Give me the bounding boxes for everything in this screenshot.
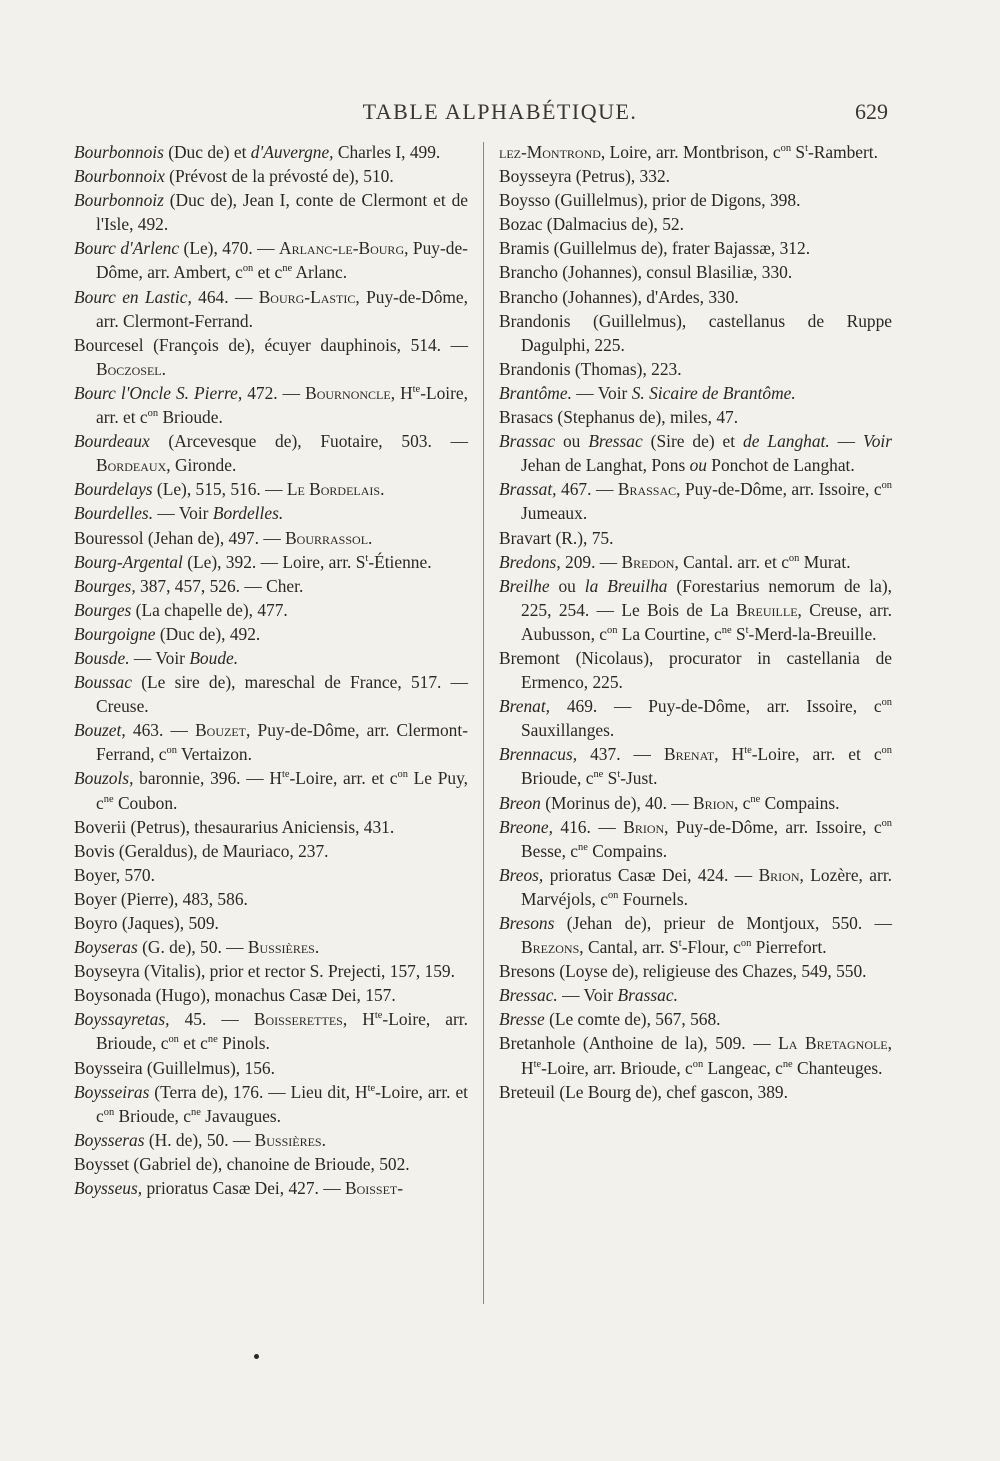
index-term: Bredons,: [499, 551, 561, 572]
entry-text: Boyro (Jaques), 509.: [74, 913, 219, 933]
entry-text: (Forestarius nemorum de la), 225, 254. — Le Bois de La: [521, 575, 892, 620]
index-entry: [499, 1031, 892, 1079]
entry-text: Bramis (Guillelmus de), frater Bajassæ, 312.: [499, 238, 811, 259]
index-entry: [74, 1056, 468, 1080]
index-term: Bouzols,: [74, 768, 134, 789]
index-entry: [74, 1152, 468, 1176]
entry-text: 209. —: [560, 551, 622, 572]
index-entry: [74, 501, 468, 525]
entry-text: -Loire, arr. Brioude, c: [541, 1057, 693, 1078]
entry-text: et c: [178, 1033, 208, 1054]
running-title: TABLE ALPHABÉTIQUE.: [362, 99, 638, 124]
index-term: Breon: [499, 792, 541, 813]
entry-text: Compains.: [760, 792, 840, 813]
index-entry: [74, 550, 468, 574]
superscript: on: [242, 263, 254, 275]
place-name: Brezons,: [521, 937, 584, 958]
entry-text: Boysseira (Guillelmus), 156.: [74, 1057, 275, 1078]
superscript: on: [607, 890, 619, 902]
index-entry: [74, 429, 468, 477]
column-divider: [483, 142, 484, 1304]
entry-text: — Voir: [571, 382, 632, 403]
entry-text: (Duc de), Jean I, conte de Clermont et de l'Isle, 492.: [96, 190, 468, 235]
superscript: ne: [103, 793, 114, 805]
index-term: Boyseras: [74, 937, 138, 958]
entry-text: 467. —: [556, 479, 618, 500]
superscript: on: [692, 1058, 704, 1070]
index-entry: [499, 550, 892, 574]
entry-text: (La chapelle de), 477.: [131, 599, 288, 620]
entry-text: Besse, c: [521, 840, 578, 861]
index-entry: [499, 357, 892, 381]
index-entry: [499, 1080, 892, 1104]
entry-text: Pinols.: [217, 1033, 270, 1054]
index-term: Brantôme.: [499, 382, 572, 403]
place-name: La Bretagnole,: [778, 1033, 892, 1054]
index-entry: [499, 911, 892, 959]
index-entry: [499, 815, 892, 863]
entry-text: et c: [253, 262, 283, 283]
entry-text: Puy-de-Dôme, arr. Ambert, c: [96, 238, 468, 283]
entry-text: Brioude, c: [114, 1105, 191, 1126]
entry-text: (Terra de), 176. — Lieu dit, H: [149, 1081, 368, 1102]
entry-text: Boyer (Pierre), 483, 586.: [74, 888, 248, 909]
entry-text: 469. — Puy-de-Dôme, arr. Issoire, c: [550, 696, 882, 717]
index-term: Brassat,: [499, 479, 557, 500]
entry-text: Charles I, 499.: [333, 142, 441, 162]
entry-text: 464. —: [191, 286, 259, 307]
place-name: Bussières.: [247, 937, 320, 958]
index-term: Boyssayretas,: [74, 1009, 170, 1030]
entry-text: ou: [555, 431, 589, 452]
entry-text: Bresons (Loyse de), religieuse des Chazes, 549, 550.: [499, 961, 867, 982]
index-entry: [499, 260, 892, 284]
superscript: t: [365, 552, 369, 564]
superscript: on: [881, 480, 892, 492]
index-term: Breilhe: [499, 575, 550, 596]
entry-text: Bourcesel (François de), écuyer dauphinois, 514. —: [74, 334, 468, 355]
index-entry: [74, 718, 468, 766]
index-term: Bourg-Argental: [74, 551, 183, 572]
index-entry: [499, 742, 892, 790]
entry-text: Brancho (Johannes), d'Ardes, 330.: [499, 286, 739, 307]
index-term: Boussac: [74, 672, 132, 693]
superscript: on: [881, 745, 892, 757]
entry-text: Langeac, c: [703, 1057, 783, 1078]
entry-text: Breteuil (Le Bourg de), chef gascon, 389.: [499, 1081, 788, 1102]
superscript: on: [607, 625, 618, 637]
entry-text: Vertaizon.: [176, 744, 252, 765]
superscript: t: [745, 625, 749, 637]
entry-text: (Le sire de), mareschal de France, 517. — Creuse.: [96, 672, 468, 717]
index-entry: [74, 285, 468, 333]
entry-text: (H. de), 50. —: [144, 1129, 255, 1150]
entry-text: (Le comte de), 567, 568.: [544, 1009, 721, 1030]
index-entry: [499, 188, 892, 212]
entry-text: -Étienne.: [368, 551, 432, 572]
index-entry: [74, 887, 468, 911]
index-entry: [74, 646, 468, 670]
index-entry: [74, 333, 468, 381]
index-term: Bouzet,: [74, 720, 126, 741]
entry-text: -Loire, arr. et c: [96, 1081, 468, 1126]
entry-text: Brandonis (Guillelmus), castellanus de Ruppe Dagulphi, 225.: [499, 310, 892, 355]
index-term: ou: [689, 455, 707, 476]
entry-text: Brasacs (Stephanus de), miles, 47.: [499, 407, 739, 428]
superscript: ne: [578, 841, 588, 853]
index-entry: [74, 959, 468, 983]
index-term: Bressac: [588, 431, 643, 452]
index-entry: [74, 477, 468, 501]
superscript: te: [281, 769, 290, 781]
index-entry: [499, 140, 892, 164]
place-name: Le Bordelais.: [286, 479, 385, 500]
entry-text: Bozac (Dalmacius de), 52.: [499, 214, 684, 235]
index-term: Bordelles.: [212, 503, 284, 524]
index-entry: [74, 1128, 468, 1152]
place-name: Bourg-Lastic,: [258, 286, 360, 307]
index-entry: [74, 839, 468, 863]
entry-text: Coubon.: [113, 792, 178, 813]
index-term: Brassac.: [617, 985, 678, 1006]
index-entry: [74, 188, 468, 236]
index-entry: [499, 405, 892, 429]
index-column-right: [499, 140, 892, 1104]
place-name: Brion,: [693, 792, 739, 813]
entry-text: (Morinus de), 40. —: [540, 792, 694, 813]
index-term: Bourc d'Arlenc: [74, 238, 180, 259]
index-term: Bressac.: [499, 985, 558, 1006]
place-name: lez-Montrond,: [499, 142, 606, 162]
entry-text: Boysonada (Hugo), monachus Casæ Dei, 157.: [74, 985, 396, 1006]
index-term: S. Sicaire de Brantôme.: [631, 382, 796, 403]
index-term: la Breuilha: [584, 575, 668, 596]
superscript: on: [788, 552, 800, 564]
index-entry: [74, 1176, 468, 1200]
entry-text: Puy-de-Dôme, arr. Issoire, c: [680, 479, 882, 500]
entry-text: Brandonis (Thomas), 223.: [499, 358, 682, 379]
superscript: on: [881, 697, 892, 709]
entry-text: Le Puy, c: [96, 768, 468, 813]
index-entry: [74, 622, 468, 646]
index-entry: [74, 766, 468, 814]
entry-text: 387, 457, 526. — Cher.: [135, 575, 304, 596]
index-entry: [499, 236, 892, 260]
superscript: on: [147, 408, 159, 420]
entry-text: — Voir: [129, 647, 190, 668]
index-entry: [74, 911, 468, 935]
entry-text: (Duc de), 492.: [155, 623, 261, 644]
entry-text: Cantal. arr. et c: [678, 551, 789, 572]
entry-text: Bremont (Nicolaus), procurator in castellania de Ermenco, 225.: [499, 647, 892, 693]
index-term: Bourgoigne: [74, 623, 156, 644]
entry-text: H: [521, 1057, 534, 1078]
index-term: Brassac: [499, 431, 556, 452]
index-entry: [74, 236, 468, 284]
index-term: Bourc l'Oncle S. Pierre,: [74, 382, 243, 403]
index-entry: [499, 212, 892, 236]
index-term: Bourbonnois: [74, 142, 164, 162]
index-term: Bousde.: [74, 647, 130, 668]
place-name: Brassac,: [617, 479, 681, 500]
index-entry: [74, 670, 468, 718]
entry-text: 463. —: [125, 720, 196, 741]
entry-text: (Le), 392. — Loire, arr. S: [182, 551, 366, 572]
index-term: d'Auvergne,: [250, 142, 334, 162]
entry-text: baronnie, 396. — H: [133, 768, 282, 789]
index-term: Boysseras: [74, 1129, 145, 1150]
entry-text: (Jehan de), prieur de Montjoux, 550. —: [554, 913, 892, 933]
index-entry: [499, 983, 892, 1007]
superscript: on: [103, 1106, 115, 1118]
superscript: te: [744, 745, 752, 757]
superscript: ne: [282, 263, 293, 275]
index-entry: [74, 935, 468, 959]
entry-text: S: [603, 768, 618, 789]
entry-text: Bretanhole (Anthoine de la), 509. —: [499, 1033, 779, 1054]
entry-text: (G. de), 50. —: [137, 937, 248, 958]
entry-text: Bovis (Geraldus), de Mauriaco, 237.: [74, 840, 329, 861]
entry-text: H: [718, 744, 745, 765]
entry-text: Jehan de Langhat, Pons: [521, 455, 690, 476]
index-term: Bourdelays: [74, 479, 153, 500]
place-name: Bourrassol.: [285, 527, 373, 548]
entry-text: Arlanc.: [292, 262, 348, 283]
index-term: Bourbonnoiz: [74, 190, 164, 211]
place-name: Boisset-: [344, 1178, 404, 1199]
entry-text: 437. —: [577, 744, 664, 765]
superscript: on: [166, 745, 177, 757]
entry-text: Chanteuges.: [792, 1057, 883, 1078]
entry-text: H: [347, 1009, 375, 1030]
place-name: Brenat,: [663, 744, 719, 765]
entry-text: -Loire, arr. et c: [751, 744, 882, 765]
entry-text: -Just.: [620, 768, 658, 789]
entry-text: Javaugues.: [200, 1105, 281, 1126]
index-term: Bourdelles.: [74, 503, 154, 524]
entry-text: (Le), 515, 516. —: [152, 479, 287, 500]
place-name: Brion,: [623, 816, 669, 837]
index-term: Voir: [863, 431, 892, 452]
superscript: te: [367, 1082, 376, 1094]
place-name: Breuille,: [735, 599, 802, 620]
index-entry: [74, 983, 468, 1007]
entry-text: (Le), 470. —: [179, 238, 280, 259]
index-term: Brenat,: [499, 696, 551, 717]
index-entry: [499, 791, 892, 815]
entry-text: -Rambert.: [807, 142, 878, 162]
entry-text: H: [395, 382, 413, 403]
index-entry: [499, 164, 892, 188]
place-name: Arlanc-le-Bourg,: [279, 238, 409, 259]
superscript: ne: [721, 625, 732, 637]
page-number: 629: [855, 99, 888, 124]
place-name: Bouzet,: [195, 720, 251, 741]
index-entry: [74, 526, 468, 550]
entry-text: (Duc de) et: [163, 142, 251, 162]
entry-text: prioratus Casæ Dei, 424. —: [543, 864, 759, 885]
superscript: te: [412, 384, 421, 396]
ink-dot: [254, 1354, 259, 1359]
superscript: t: [678, 938, 682, 950]
index-entry: [499, 309, 892, 357]
entry-text: prioratus Casæ Dei, 427. —: [142, 1178, 345, 1199]
index-entry: [74, 598, 468, 622]
place-name: Bournoncle,: [305, 382, 396, 403]
entry-text: —: [829, 431, 863, 452]
superscript: t: [805, 143, 808, 155]
index-entry: [499, 959, 892, 983]
entry-text: 416. —: [552, 816, 624, 837]
place-name: Boczosel.: [96, 358, 166, 379]
index-entry: [74, 863, 468, 887]
index-entry: [499, 574, 892, 646]
index-entry: [499, 694, 892, 742]
index-term: de Langhat.: [743, 431, 830, 452]
index-term: Boude.: [189, 647, 239, 668]
entry-text: Boysseyra (Petrus), 332.: [499, 166, 670, 187]
superscript: t: [617, 769, 621, 781]
index-entry: [74, 574, 468, 598]
index-entry: [74, 815, 468, 839]
entry-text: -Loire, arr. et c: [96, 382, 468, 428]
place-name: Bredon,: [621, 551, 679, 572]
superscript: on: [397, 769, 408, 781]
entry-text: Boverii (Petrus), thesaurarius Aniciensis, 431.: [74, 816, 395, 837]
entry-text: Bouressol (Jehan de), 497. —: [74, 527, 286, 548]
entry-text: Loire, arr. Montbrison, c: [605, 142, 781, 162]
entry-text: La Courtine, c: [617, 623, 722, 644]
index-term: Breos,: [499, 864, 544, 885]
entry-text: — Voir: [153, 503, 213, 524]
index-term: Bourges: [74, 599, 132, 620]
place-name: Boisserettes,: [253, 1009, 348, 1030]
index-entry: [74, 140, 468, 164]
entry-text: (Prévost de la prévosté de), 510.: [164, 166, 394, 187]
superscript: ne: [782, 1058, 793, 1070]
index-entry: [74, 1007, 468, 1055]
index-term: Bourges,: [74, 575, 136, 596]
index-entry: [499, 477, 892, 525]
index-entry: [499, 646, 892, 694]
entry-text: Bravart (R.), 75.: [499, 527, 614, 548]
superscript: te: [533, 1058, 542, 1070]
place-name: Brion,: [758, 864, 804, 885]
entry-text: Murat.: [799, 551, 851, 572]
entry-text: Pierrefort.: [751, 937, 827, 958]
place-name: Bordeaux,: [96, 455, 171, 476]
entry-text: -Merd-la-Breuille.: [748, 623, 877, 644]
entry-text: Boysso (Guillelmus), prior de Digons, 398.: [499, 190, 801, 211]
index-entry: [74, 1080, 468, 1128]
index-entry: [499, 1007, 892, 1031]
index-column-left: [74, 140, 468, 1200]
entry-text: Boyseyra (Vitalis), prior et rector S. Prejecti, 157, 159.: [74, 961, 455, 982]
index-term: Bourdeaux: [74, 431, 150, 452]
entry-text: Puy-de-Dôme, arr. Issoire, c: [668, 816, 882, 837]
index-term: Bresons: [499, 913, 555, 933]
superscript: ne: [190, 1106, 201, 1118]
index-entry: [499, 429, 892, 477]
entry-text: -Loire, arr. et c: [289, 768, 398, 789]
entry-text: 472. —: [242, 382, 306, 403]
entry-text: (Arcevesque de), Fuotaire, 503. —: [149, 431, 468, 452]
entry-text: Brioude, c: [521, 768, 594, 789]
entry-text: Jumeaux.: [521, 503, 588, 524]
entry-text: (Sire de) et: [642, 431, 744, 452]
place-name: Bussières.: [254, 1129, 326, 1150]
index-term: Bourc en Lastic,: [74, 286, 192, 307]
entry-text: Lozère, arr. Marvéjols, c: [521, 864, 892, 909]
entry-text: S: [731, 623, 746, 644]
entry-text: Fournels.: [618, 888, 688, 909]
entry-text: c: [738, 792, 751, 813]
index-term: Boysseus,: [74, 1178, 143, 1199]
entry-text: — Voir: [557, 985, 618, 1006]
entry-text: Puy-de-Dôme, arr. Clermont-Ferrand, c: [96, 720, 468, 765]
entry-text: Compains.: [587, 840, 668, 861]
superscript: on: [168, 1034, 179, 1046]
index-entry: [499, 863, 892, 911]
superscript: on: [740, 938, 752, 950]
index-term: Boysseiras: [74, 1081, 150, 1102]
entry-text: Ponchot de Langhat.: [706, 455, 855, 476]
entry-text: -Flour, c: [681, 937, 741, 958]
entry-text: ou: [549, 575, 585, 596]
index-entry: [74, 381, 468, 429]
index-entry: [499, 526, 892, 550]
index-term: Bourbonnoix: [74, 166, 165, 187]
entry-text: Boyer, 570.: [74, 864, 155, 885]
superscript: on: [881, 817, 892, 829]
index-entry: [74, 164, 468, 188]
entry-text: Brancho (Johannes), consul Blasiliæ, 330.: [499, 262, 793, 283]
entry-text: Boysset (Gabriel de), chanoine de Brioude, 502.: [74, 1153, 410, 1174]
entry-text: -Loire, arr. Brioude, c: [96, 1009, 468, 1054]
index-term: Brennacus,: [499, 744, 578, 765]
index-term: Breone,: [499, 816, 553, 837]
superscript: ne: [750, 793, 761, 805]
superscript: ne: [593, 769, 604, 781]
entry-text: Puy-de-Dôme, arr. Clermont-Ferrand.: [96, 286, 468, 331]
entry-text: 45. —: [169, 1009, 254, 1030]
entry-text: Cantal, arr. S: [583, 937, 679, 958]
entry-text: Brioude.: [158, 407, 223, 428]
index-term: Bresse: [499, 1009, 545, 1030]
superscript: ne: [207, 1034, 218, 1046]
entry-text: Sauxillanges.: [521, 720, 615, 741]
entry-text: Gironde.: [170, 455, 237, 476]
entry-text: Creuse, arr. Aubusson, c: [521, 599, 892, 644]
entry-text: S: [791, 142, 806, 162]
index-entry: [499, 285, 892, 309]
superscript: te: [374, 1010, 383, 1022]
index-entry: [499, 381, 892, 405]
superscript: on: [780, 143, 792, 155]
